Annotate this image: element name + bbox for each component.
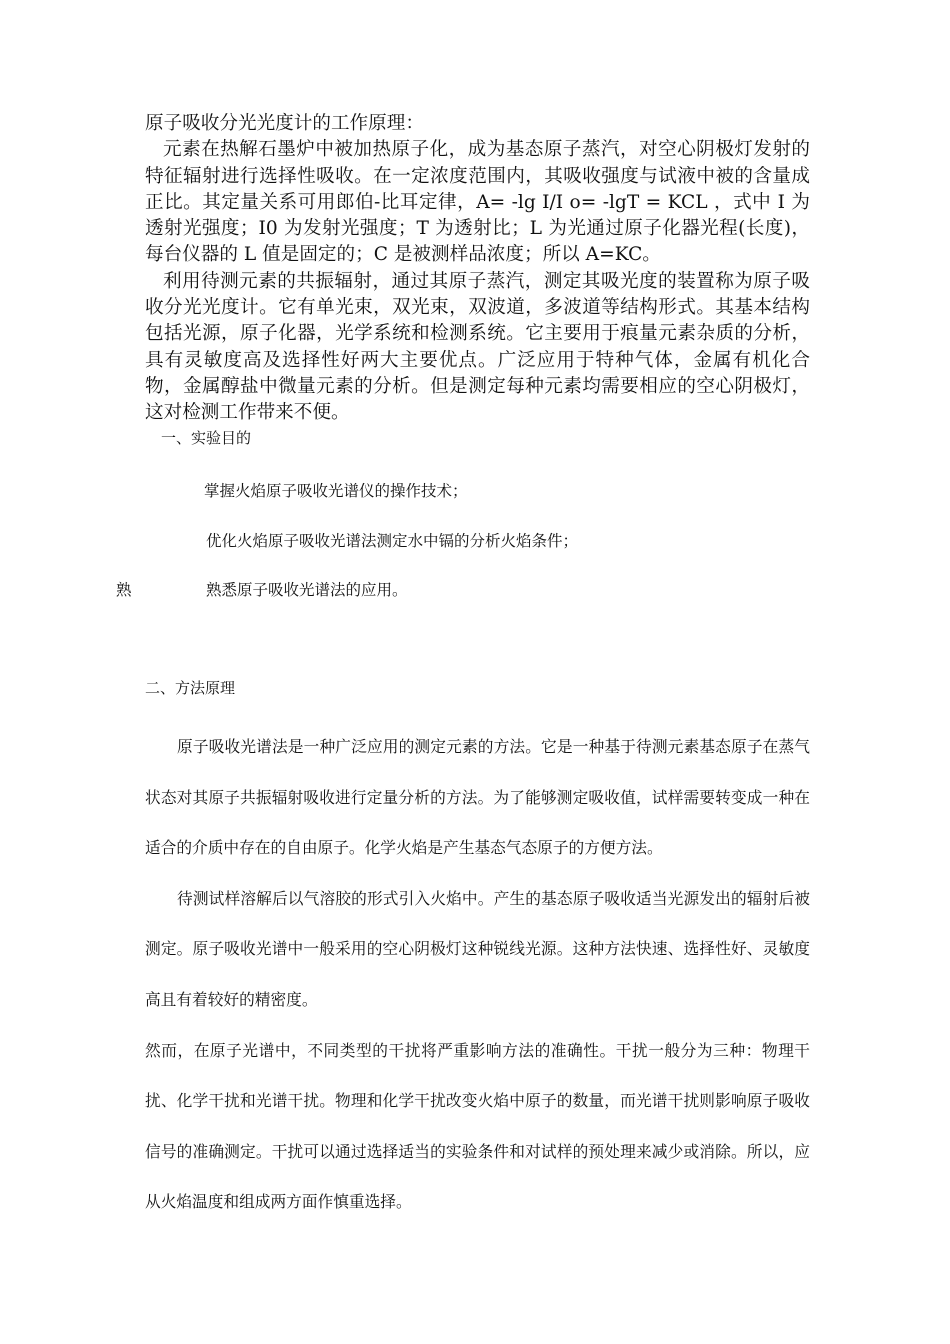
stray-character: 熟 [116, 581, 132, 599]
intro-section [145, 111, 810, 427]
section-heading-method-principle: 二、方法原理 [145, 679, 236, 697]
method-paragraph-3: 然而，在原子光谱中，不同类型的干扰将严重影响方法的准确性。干扰一般分为三种：物理干扰、化学干扰和光谱干扰。物理和化学干扰改变火焰中原子的数量，而光谱干扰则影响原子吸收信号的准确测定。干扰可以通过选择适当的实验条件和对试样的预处理来减少或消除。所以，应从火焰温度和组成两方面作慎重选择。 [145, 1040, 810, 1212]
purpose-item-2: 优化火焰原子吸收光谱法测定水中镉的分析火焰条件； [206, 532, 579, 550]
method-paragraph-2: 待测试样溶解后以气溶胶的形式引入火焰中。产生的基态原子吸收适当光源发出的辐射后被测定。原子吸收光谱中一般采用的空心阴极灯这种锐线光源。这种方法快速、选择性好、灵敏度高且有着较好的精密度。 [145, 888, 810, 1009]
method-section [145, 722, 810, 1228]
method-paragraph-1: 原子吸收光谱法是一种广泛应用的测定元素的方法。它是一种基于待测元素基态原子在蒸气状态对其原子共振辐射吸收进行定量分析的方法。为了能够测定吸收值，试样需要转变成一种在适合的介质中存在的自由原子。化学火焰是产生基态气态原子的方便方法。 [145, 737, 810, 858]
purpose-item-1: 掌握火焰原子吸收光谱仪的操作技术； [204, 482, 468, 500]
section-heading-experiment-purpose: 一、实验目的 [161, 429, 252, 447]
intro-paragraph-1: 元素在热解石墨炉中被加热原子化，成为基态原子蒸汽，对空心阴极灯发射的特征辐射进行选择性吸收。在一定浓度范围内，其吸收强度与试液中被的含量成正比。其定量关系可用郎伯-比耳定律，A= -lg I/I o= -lgT = KCL ，式中 I 为透射光强度；I0 为发射光强度；T 为透射比；L 为光通过原子化器光程(长度)，每台仪器的 L 值是固定的；C 是被测样品浓度；所以 A=KC。 [145, 139, 810, 266]
intro-paragraph-2: 利用待测元素的共振辐射，通过其原子蒸汽，测定其吸光度的装置称为原子吸收分光光度计。它有单光束，双光束，双波道，多波道等结构形式。其基本结构包括光源，原子化器，光学系统和检测系统。它主要用于痕量元素杂质的分析，具有灵敏度高及选择性好两大主要优点。广泛应用于特种气体，金属有机化合物，金属醇盐中微量元素的分析。但是测定每种元素均需要相应的空心阴极灯，这对检测工作带来不便。 [145, 270, 810, 424]
purpose-item-3: 熟悉原子吸收光谱法的应用。 [206, 581, 408, 599]
intro-title: 原子吸收分光光度计的工作原理： [145, 113, 424, 134]
